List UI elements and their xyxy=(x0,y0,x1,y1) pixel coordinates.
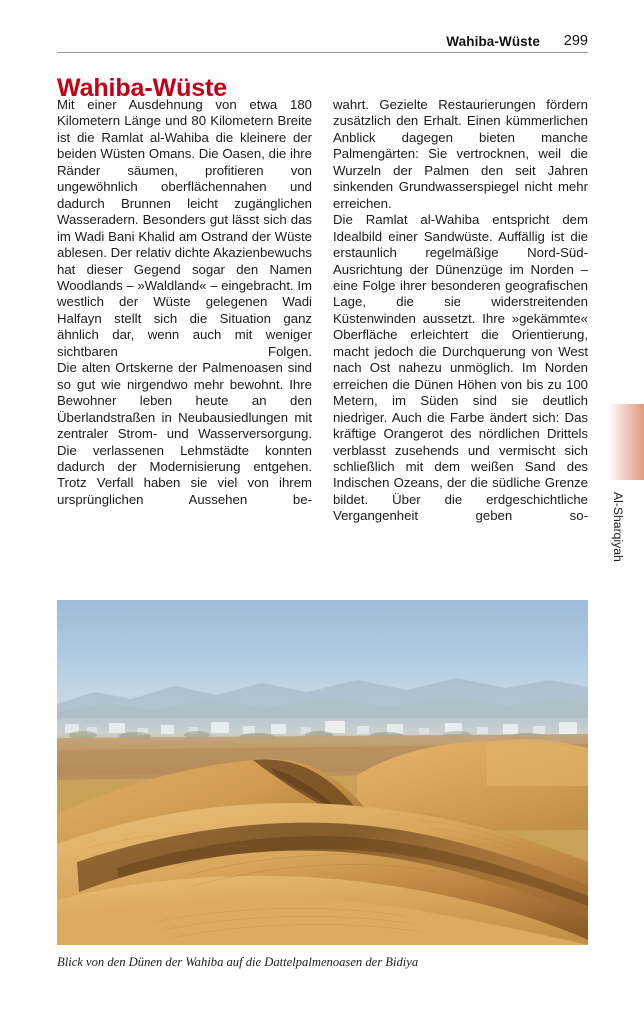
thumb-index-tab xyxy=(609,404,644,480)
body-columns xyxy=(57,97,588,525)
thumb-index-label xyxy=(609,492,629,622)
paragraph-right-1: wahrt. Gezielte Restaurierungen fördern zusätzlich den Erhalt. Einen kümmerlichen Anblick dagegen bieten manche Palmengärten: Sie vertrocknen, weil die Wurzeln der Palmen den seit Jahren sinkenden Grundwasserspiegel nicht mehr erreichen. xyxy=(333,97,588,211)
column-right xyxy=(333,97,588,525)
page-number: 299 xyxy=(563,32,588,49)
paragraph-right-2: Die Ramlat al-Wahiba entspricht dem Idealbild einer Sandwüste. Auffällig ist die erstaunlich regelmäßige Nord-Süd-Ausrichtung der Dünenzüge im Norden – eine Folge ihrer besonderen geografischen Lage, die sie widerstreitenden Küstenwinden aussetzt. Ihre »gekämmte« Oberfläche erleichtert die Orientierung, macht jedoch die Durchquerung von West nach Ost nahezu unmöglich. Im Norden erreichen die Dünen Höhen von bis zu 100 Metern, im Süden sind sie deutlich niedriger. Auch die Farbe ändert sich: Das kräftige Orangerot des nördlichen Drittels verblasst zusehends und vermischt sich schließlich mit dem weißen Sand des Indischen Ozeans, der die südliche Grenze bildet. Über die erdgeschichtliche Vergangenheit geben so- xyxy=(333,212,588,524)
figure-photo xyxy=(57,600,588,945)
figure-caption: Blick von den Dünen der Wahiba auf die Dattelpalmenoasen der Bidiya xyxy=(57,955,419,969)
running-header xyxy=(57,26,588,48)
paragraph-left-2: Die alten Ortskerne der Palmenoasen sind so gut wie nirgendwo mehr bewohnt. Ihre Bewohner leben heute an den Überlandstraßen in Neubausiedlungen mit zentraler Strom- und Wasserversorgung. Die verlassenen Lehmstädte konnten dadurch der Modernisierung entgehen. Trotz Verfall haben sie viel von ihrem ursprünglichen Aussehen be- xyxy=(57,360,312,507)
running-header-title: Wahiba-Wüste xyxy=(446,33,540,49)
header-rule xyxy=(57,52,588,53)
thumb-index-label-text: Al-Sharqiyah xyxy=(611,492,625,562)
desert-dunes-illustration xyxy=(57,600,588,945)
page-title: Wahiba-Wüste xyxy=(57,73,228,102)
column-left xyxy=(57,97,312,525)
paragraph-left-1: Mit einer Ausdehnung von etwa 180 Kilometern Länge und 80 Kilometern Breite ist die Ramlat al-Wahiba die kleinere der beiden Wüsten Omans. Die Oasen, die ihre Ränder säumen, profitieren von ungewöhnlich oberflächennahen und dadurch Brunnen leicht zugänglichen Wasseradern. Besonders gut lässt sich das im Wadi Bani Khalid am Ostrand der Wüste ablesen. Der relativ dichte Akazienbewuchs hat dieser Gegend sogar den Namen Woodlands – »Waldland« – eingebracht. Im westlich der Wüste gelegenen Wadi Halfayn stellt sich die Situation ganz ähnlich dar, wenn auch mit weniger sichtbaren Folgen. xyxy=(57,97,312,359)
